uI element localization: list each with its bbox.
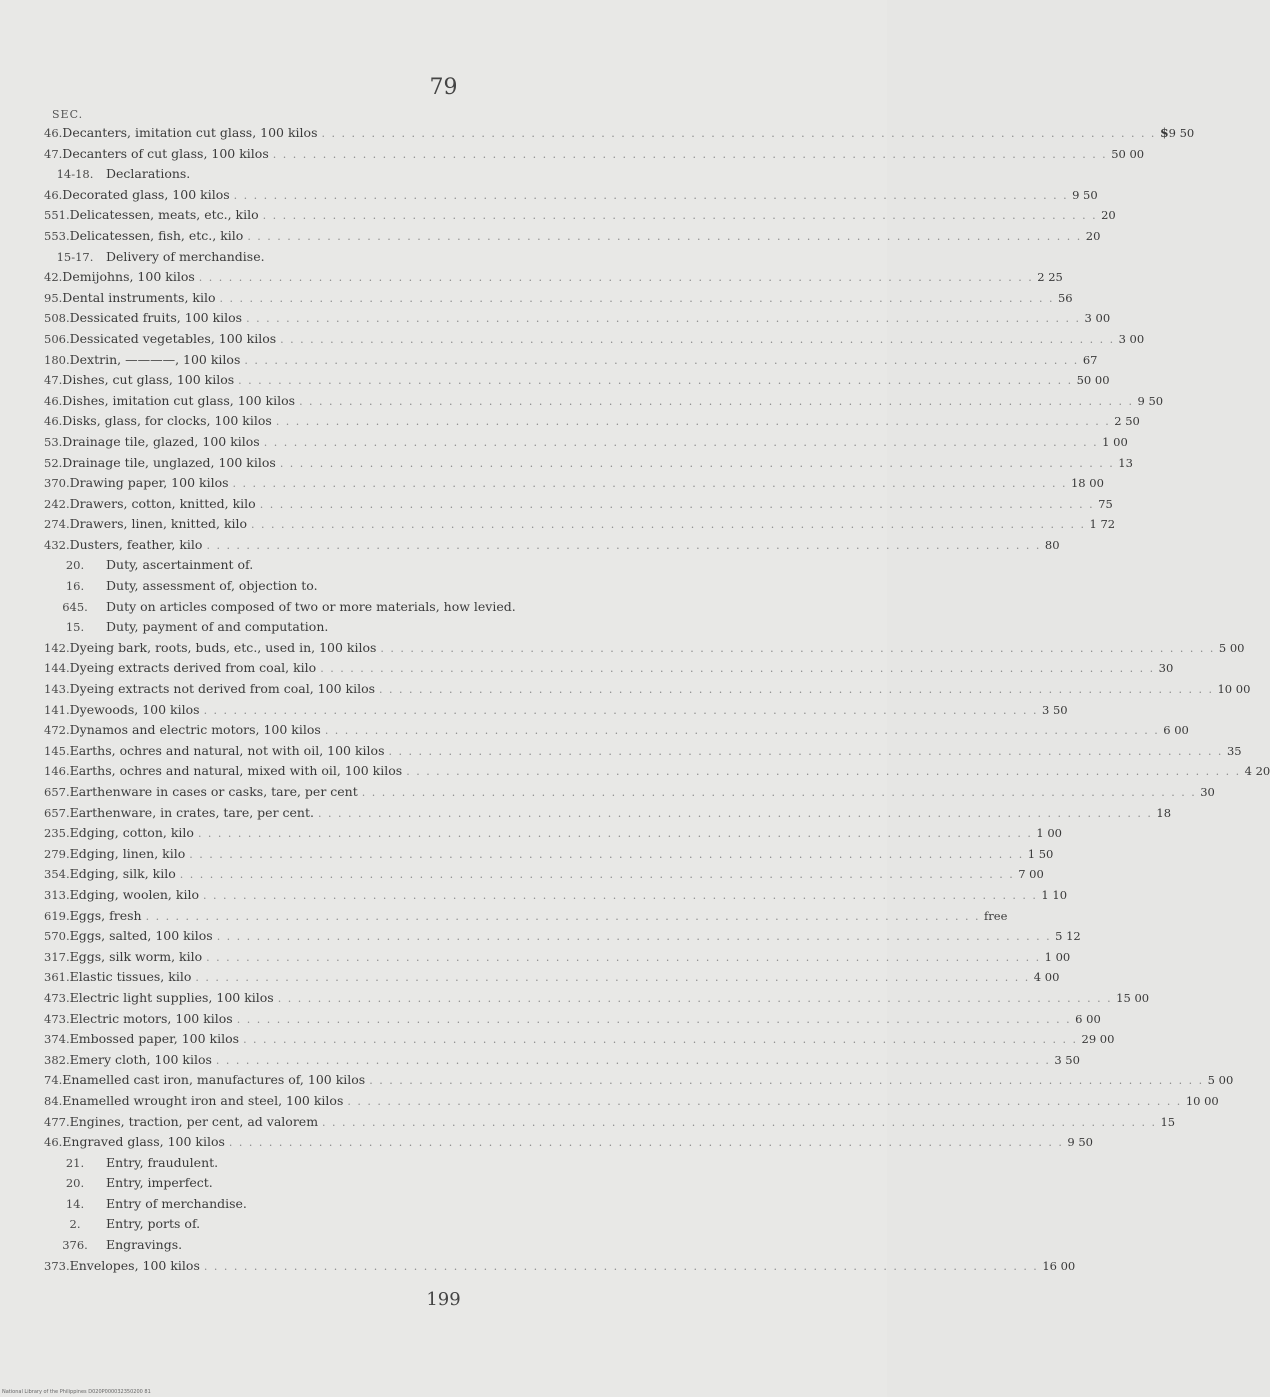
duty-rate: 3 00 bbox=[1118, 331, 1145, 346]
list-item bbox=[44, 803, 1172, 824]
duty-rate: 16 00 bbox=[1042, 1258, 1076, 1273]
entry-description: Dyeing extracts derived from coal, kilo bbox=[69, 660, 317, 676]
duty-rate: 56 bbox=[1057, 290, 1073, 305]
duty-rate: 20 bbox=[1085, 228, 1101, 243]
entry-description: Enamelled cast iron, manufactures of, 100 kilos bbox=[62, 1072, 366, 1088]
section-number: 619. bbox=[44, 908, 70, 923]
entry-description: Edging, cotton, kilo bbox=[69, 825, 194, 841]
dot-leader bbox=[278, 989, 1112, 1010]
dot-leader bbox=[280, 454, 1114, 475]
dot-leader bbox=[217, 927, 1051, 948]
section-number: 473. bbox=[44, 990, 70, 1005]
section-number: 376. bbox=[62, 1238, 88, 1253]
duty-rate: 2 50 bbox=[1114, 414, 1140, 429]
entry-description: Decanters of cut glass, 100 kilos bbox=[62, 145, 269, 161]
dot-leader bbox=[206, 948, 1040, 969]
duty-rate: 9 50 bbox=[1067, 1135, 1093, 1150]
entry-description: Drawers, linen, knitted, kilo bbox=[69, 516, 248, 532]
list-item bbox=[44, 926, 1081, 947]
list-item bbox=[44, 432, 1128, 453]
section-number: 74. bbox=[44, 1073, 63, 1088]
dot-leader bbox=[273, 145, 1107, 166]
entry-description: Disks, glass, for clocks, 100 kilos bbox=[62, 413, 272, 429]
list-item bbox=[44, 1112, 1176, 1133]
section-number: 570. bbox=[44, 929, 70, 944]
dot-leader bbox=[280, 330, 1114, 351]
section-number: 46. bbox=[44, 126, 63, 140]
section-number: 374. bbox=[44, 1032, 70, 1047]
dot-leader bbox=[198, 824, 1032, 845]
section-number: 553. bbox=[44, 228, 70, 243]
list-item bbox=[44, 185, 1098, 206]
duty-rate: 30 bbox=[1158, 661, 1174, 676]
section-number: 657. bbox=[44, 805, 70, 820]
section-number: 46. bbox=[44, 187, 63, 202]
entry-description: Duty, assessment of, objection to. bbox=[106, 578, 318, 594]
section-number: 472. bbox=[44, 723, 70, 738]
list-item bbox=[44, 864, 1044, 885]
section-number: 144. bbox=[44, 661, 70, 676]
entry-description: Dyeing bark, roots, buds, etc., used in, 100 kilos bbox=[69, 639, 377, 655]
duty-rate: 5 00 bbox=[1218, 640, 1245, 655]
list-item bbox=[44, 308, 1111, 329]
duty-rate: 67 bbox=[1082, 352, 1098, 367]
list-item bbox=[44, 741, 1242, 762]
entry-description: Dessicated fruits, 100 kilos bbox=[69, 310, 243, 326]
list-item bbox=[44, 947, 1071, 968]
entry-description: Decorated glass, 100 kilos bbox=[62, 186, 230, 202]
entry-description: Drainage tile, unglazed, 100 kilos bbox=[62, 454, 276, 470]
dot-leader bbox=[318, 804, 1152, 825]
list-item bbox=[44, 453, 1133, 474]
dot-leader bbox=[299, 392, 1133, 413]
duty-rate: 75 bbox=[1098, 496, 1113, 511]
duty-rate: 2 25 bbox=[1037, 270, 1063, 285]
section-number: 20. bbox=[65, 558, 85, 573]
section-number: 508. bbox=[44, 311, 70, 326]
duty-rate: 50 00 bbox=[1076, 373, 1110, 388]
duty-rate: 80 bbox=[1044, 537, 1060, 552]
page-number-top: 79 bbox=[429, 75, 458, 100]
list-item bbox=[44, 1235, 794, 1256]
dot-leader bbox=[204, 1257, 1038, 1278]
section-number: 47. bbox=[44, 373, 63, 388]
section-number: 361. bbox=[44, 970, 70, 985]
list-item bbox=[44, 350, 1098, 371]
section-number: 47. bbox=[44, 146, 63, 161]
duty-rate: 3 50 bbox=[1042, 702, 1068, 717]
entry-description: Dessicated vegetables, 100 kilos bbox=[69, 330, 277, 346]
list-item bbox=[44, 761, 1270, 782]
dot-leader bbox=[264, 433, 1098, 454]
dot-leader bbox=[195, 968, 1029, 989]
entry-description: Earthenware, in crates, tare, per cent. bbox=[69, 804, 314, 820]
dot-leader bbox=[325, 721, 1159, 742]
duty-rate: 29 00 bbox=[1081, 1032, 1115, 1047]
list-item bbox=[44, 885, 1068, 906]
dot-leader bbox=[322, 1113, 1156, 1134]
section-number: 141. bbox=[44, 702, 70, 717]
dot-leader bbox=[180, 865, 1014, 886]
section-number: 382. bbox=[44, 1052, 70, 1067]
entry-description: Drawing paper, 100 kilos bbox=[69, 475, 229, 491]
duty-rate: 3 50 bbox=[1054, 1052, 1080, 1067]
section-number: 145. bbox=[44, 743, 70, 758]
dot-leader bbox=[216, 1051, 1050, 1072]
entry-description: Entry, ports of. bbox=[106, 1216, 201, 1232]
section-number: 317. bbox=[44, 949, 70, 964]
entry-description: Duty, ascertainment of. bbox=[106, 557, 254, 573]
dot-leader bbox=[220, 289, 1054, 310]
entry-description: Decanters, imitation cut glass, 100 kilos bbox=[62, 125, 318, 140]
entry-description: Edging, silk, kilo bbox=[69, 866, 176, 882]
dot-leader bbox=[203, 886, 1037, 907]
dot-leader bbox=[251, 515, 1085, 536]
list-item bbox=[44, 144, 1145, 165]
list-item bbox=[44, 1091, 1219, 1112]
section-number: 313. bbox=[44, 887, 70, 902]
list-item bbox=[44, 1194, 794, 1215]
dot-leader bbox=[237, 1010, 1071, 1031]
list-item bbox=[44, 247, 794, 268]
section-number: 143. bbox=[44, 682, 70, 697]
duty-rate: 4 20 bbox=[1244, 764, 1270, 779]
section-number: 274. bbox=[44, 517, 70, 532]
section-number: 52. bbox=[44, 455, 63, 470]
entry-description: Declarations. bbox=[106, 166, 191, 182]
duty-rate: 10 00 bbox=[1217, 682, 1251, 697]
duty-rate: 10 00 bbox=[1185, 1093, 1219, 1108]
entry-description: Dyeing extracts not derived from coal, 100 kilos bbox=[69, 681, 376, 697]
entry-description: Drawers, cotton, knitted, kilo bbox=[69, 495, 256, 511]
section-number: 242. bbox=[44, 496, 70, 511]
entry-description: Dental instruments, kilo bbox=[62, 289, 216, 305]
entry-description: Edging, woolen, kilo bbox=[69, 886, 199, 902]
duty-rate: 13 bbox=[1118, 455, 1133, 470]
list-item bbox=[44, 164, 794, 185]
section-number: 84. bbox=[44, 1093, 63, 1108]
section-number: 53. bbox=[44, 434, 63, 449]
entry-description: Edging, linen, kilo bbox=[69, 845, 186, 861]
page-number-bottom: 199 bbox=[426, 1289, 461, 1310]
list-item bbox=[44, 473, 1104, 494]
section-number: 354. bbox=[44, 867, 70, 882]
list-item bbox=[44, 391, 1164, 412]
list-item bbox=[44, 370, 1110, 391]
list-item bbox=[44, 823, 1062, 844]
section-number: 657. bbox=[44, 785, 70, 799]
dot-leader bbox=[233, 474, 1067, 495]
entry-description: Earthenware in cases or casks, tare, per cent bbox=[69, 784, 358, 799]
list-item bbox=[44, 638, 1245, 659]
list-item bbox=[44, 555, 794, 576]
section-number: 42. bbox=[44, 270, 63, 285]
entry-description: Dynamos and electric motors, 100 kilos bbox=[69, 722, 321, 738]
duty-rate: 1 72 bbox=[1089, 517, 1116, 532]
section-number: 477. bbox=[44, 1114, 70, 1129]
list-item bbox=[44, 123, 1195, 144]
entry-description: Drainage tile, glazed, 100 kilos bbox=[62, 433, 260, 449]
section-number: 15-17. bbox=[56, 249, 94, 264]
duty-rate: 1 00 bbox=[1102, 434, 1128, 449]
duty-rate: 20 bbox=[1101, 208, 1116, 223]
entry-description: Entry of merchandise. bbox=[106, 1195, 247, 1211]
list-item bbox=[44, 1153, 794, 1174]
duty-rate: 1 50 bbox=[1027, 846, 1054, 861]
dot-leader bbox=[369, 1071, 1203, 1092]
dot-leader bbox=[238, 371, 1072, 392]
duty-rate: 9 50 bbox=[1137, 393, 1164, 408]
section-number: 146. bbox=[44, 764, 70, 779]
duty-rate: 15 bbox=[1160, 1114, 1176, 1129]
entry-description: Duty on articles composed of two or more materials, how levied. bbox=[106, 598, 516, 614]
section-number: 46. bbox=[44, 1135, 63, 1150]
duty-rate: 9 50 bbox=[1072, 187, 1098, 202]
duty-rate: 30 bbox=[1200, 785, 1215, 799]
entry-description: Emery cloth, 100 kilos bbox=[69, 1051, 212, 1067]
section-number: 14. bbox=[65, 1196, 85, 1211]
duty-rate: 50 00 bbox=[1111, 146, 1145, 161]
duty-rate: free bbox=[984, 908, 1008, 923]
entry-description: Embossed paper, 100 kilos bbox=[69, 1031, 240, 1047]
list-item bbox=[44, 267, 1063, 288]
entry-description: Delicatessen, meats, etc., kilo bbox=[69, 207, 259, 223]
entry-description: Envelopes, 100 kilos bbox=[69, 1257, 200, 1273]
duty-rate: 1 00 bbox=[1036, 826, 1062, 841]
section-number: 14-18. bbox=[56, 167, 94, 182]
dot-leader bbox=[260, 495, 1094, 516]
dot-leader bbox=[199, 268, 1033, 289]
dot-leader bbox=[380, 639, 1214, 660]
list-item bbox=[44, 617, 794, 638]
list-item bbox=[44, 1070, 1234, 1091]
dot-leader bbox=[276, 412, 1110, 433]
entry-description: Delivery of merchandise. bbox=[106, 248, 265, 264]
tariff-index-list bbox=[44, 123, 1270, 1276]
list-item bbox=[44, 597, 794, 618]
list-item bbox=[44, 988, 1150, 1009]
duty-rate: 4 00 bbox=[1033, 970, 1060, 985]
duty-rate: 18 bbox=[1156, 805, 1172, 820]
duty-rate: 1 00 bbox=[1044, 949, 1071, 964]
list-item bbox=[44, 679, 1251, 700]
list-item bbox=[44, 1256, 1076, 1277]
list-item bbox=[44, 1173, 794, 1194]
section-number: 279. bbox=[44, 846, 70, 861]
section-number: 95. bbox=[44, 290, 63, 305]
dot-leader bbox=[406, 762, 1240, 783]
list-item bbox=[44, 329, 1145, 350]
entry-description: Earths, ochres and natural, not with oil, 100 kilos bbox=[69, 742, 385, 758]
list-item bbox=[44, 205, 1116, 226]
entry-description: Engraved glass, 100 kilos bbox=[62, 1134, 225, 1150]
section-number: 235. bbox=[44, 826, 70, 841]
entry-description: Dishes, cut glass, 100 kilos bbox=[62, 372, 235, 388]
entry-description: Dishes, imitation cut glass, 100 kilos bbox=[62, 392, 296, 408]
entry-description: Delicatessen, fish, etc., kilo bbox=[69, 227, 244, 243]
list-item bbox=[44, 658, 1174, 679]
list-item bbox=[44, 720, 1189, 741]
section-column-header: SEC. bbox=[52, 108, 84, 121]
dot-leader bbox=[320, 659, 1154, 680]
section-number: 432. bbox=[44, 537, 70, 552]
dot-leader bbox=[244, 351, 1078, 372]
entry-description: Entry, imperfect. bbox=[106, 1175, 213, 1191]
section-number: 551. bbox=[44, 208, 70, 223]
dot-leader bbox=[204, 701, 1038, 722]
list-item bbox=[44, 1050, 1080, 1071]
duty-rate: 6 00 bbox=[1163, 723, 1189, 738]
duty-rate: 6 00 bbox=[1075, 1011, 1101, 1026]
list-item bbox=[44, 1009, 1101, 1030]
entry-description: Eggs, salted, 100 kilos bbox=[69, 928, 213, 944]
list-item bbox=[44, 514, 1116, 535]
footer-credit: National Library of the Philippines D020P000032350200 81 bbox=[2, 1389, 151, 1395]
entry-description: Eggs, silk worm, kilo bbox=[69, 948, 203, 964]
list-item bbox=[44, 494, 1113, 515]
duty-rate: 5 00 bbox=[1207, 1073, 1234, 1088]
duty-rate: 7 00 bbox=[1018, 867, 1044, 882]
section-number: 46. bbox=[44, 414, 63, 429]
list-item bbox=[44, 1132, 1093, 1153]
dot-leader bbox=[246, 309, 1080, 330]
dot-leader bbox=[229, 1133, 1063, 1154]
duty-rate: 35 bbox=[1226, 743, 1242, 758]
dot-leader bbox=[243, 1030, 1077, 1051]
section-number: 16. bbox=[65, 579, 85, 594]
list-item bbox=[44, 782, 1215, 803]
list-item bbox=[44, 906, 1008, 927]
duty-rate: 15 00 bbox=[1116, 990, 1150, 1005]
duty-rate: 1 10 bbox=[1041, 887, 1068, 902]
dot-leader bbox=[234, 186, 1068, 207]
section-number: 473. bbox=[44, 1011, 70, 1026]
entry-description: Electric light supplies, 100 kilos bbox=[69, 989, 274, 1005]
dot-leader bbox=[362, 783, 1196, 804]
duty-rate: 3 00 bbox=[1084, 311, 1111, 326]
section-number: 46. bbox=[44, 393, 63, 408]
list-item bbox=[44, 967, 1060, 988]
section-number: 142. bbox=[44, 640, 70, 655]
list-item bbox=[44, 535, 1060, 556]
dot-leader bbox=[189, 845, 1023, 866]
entry-description: Engines, traction, per cent, ad valorem bbox=[69, 1113, 319, 1129]
entry-description: Earths, ochres and natural, mixed with oil, 100 kilos bbox=[69, 763, 403, 779]
section-number: 370. bbox=[44, 476, 70, 491]
dot-leader bbox=[379, 680, 1213, 701]
entry-description: Eggs, fresh bbox=[69, 907, 142, 923]
list-item bbox=[44, 1029, 1115, 1050]
list-item bbox=[44, 288, 1073, 309]
list-item bbox=[44, 844, 1054, 865]
entry-description: Demijohns, 100 kilos bbox=[62, 269, 195, 285]
currency-sign: $ bbox=[1159, 125, 1169, 140]
dot-leader bbox=[263, 206, 1097, 227]
entry-description: Entry, fraudulent. bbox=[106, 1154, 219, 1170]
section-number: 506. bbox=[44, 331, 70, 346]
section-number: 645. bbox=[62, 599, 88, 614]
entry-description: Elastic tissues, kilo bbox=[69, 969, 192, 985]
dot-leader bbox=[347, 1092, 1181, 1113]
section-number: 15. bbox=[65, 620, 85, 635]
list-item bbox=[44, 411, 1140, 432]
list-item bbox=[44, 1214, 794, 1235]
entry-description: Engravings. bbox=[106, 1237, 183, 1253]
entry-description: Electric motors, 100 kilos bbox=[69, 1010, 233, 1026]
list-item bbox=[44, 700, 1068, 721]
section-number: 20. bbox=[65, 1176, 85, 1191]
entry-description: Dextrin, ————, 100 kilos bbox=[69, 351, 241, 367]
dot-leader bbox=[206, 536, 1040, 557]
duty-rate: 5 12 bbox=[1055, 929, 1081, 944]
list-item bbox=[44, 576, 794, 597]
entry-description: Dusters, feather, kilo bbox=[69, 536, 203, 552]
entry-description: Dyewoods, 100 kilos bbox=[69, 701, 200, 717]
dot-leader bbox=[322, 124, 1156, 145]
duty-rate: 9 50 bbox=[1168, 126, 1195, 140]
duty-rate: 18 00 bbox=[1070, 476, 1104, 491]
dot-leader bbox=[389, 742, 1223, 763]
section-number: 373. bbox=[44, 1258, 70, 1273]
section-number: 21. bbox=[65, 1155, 85, 1170]
entry-description: Duty, payment of and computation. bbox=[106, 619, 329, 635]
section-number: 180. bbox=[44, 352, 70, 367]
entry-description: Enamelled wrought iron and steel, 100 kilos bbox=[62, 1092, 344, 1108]
dot-leader bbox=[146, 907, 980, 928]
section-number: 2. bbox=[69, 1217, 81, 1232]
dot-leader bbox=[247, 227, 1081, 248]
list-item bbox=[44, 226, 1101, 247]
